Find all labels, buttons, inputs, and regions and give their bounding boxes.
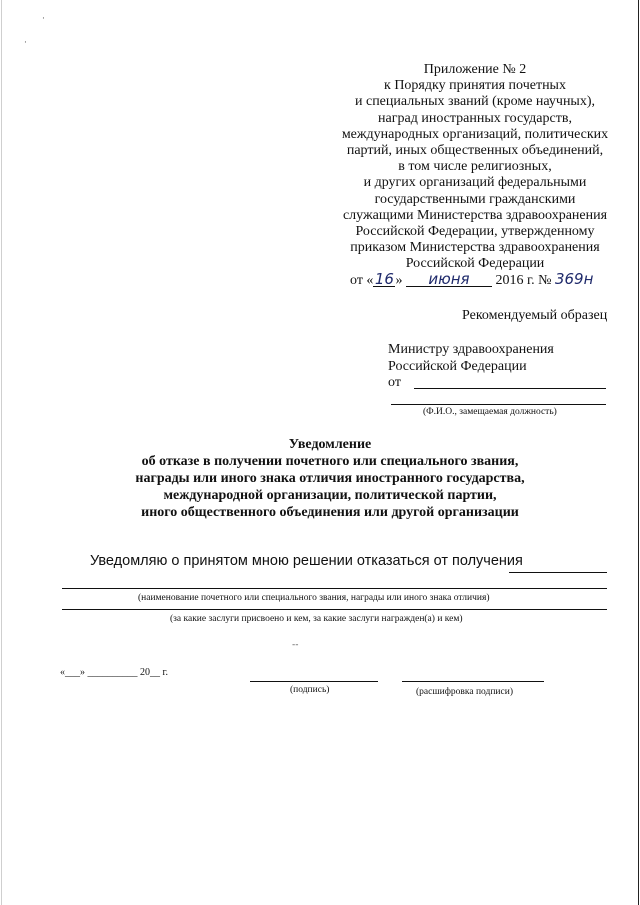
order-year: 2016 г. № [491,273,552,288]
title-line: Уведомление [288,437,372,452]
from-field-line[interactable] [414,388,606,389]
order-day-handwritten: 16 [374,270,394,288]
addressee-from-label: от [388,375,401,390]
name-position-caption: (Ф.И.О., замещаемая должность) [423,407,557,417]
appendix-line: приказом Министерства здравоохранения [350,240,600,256]
appendix-line: и других организаций федеральными [363,175,587,191]
appendix-line: Российской Федерации, утвержденному [355,224,595,240]
scan-speck: · [42,14,45,24]
signature-caption: (подпись) [290,685,330,695]
appendix-line: в том числе религиозных, [398,159,552,175]
name-position-field-line[interactable] [391,404,606,405]
signature-decoding-caption: (расшифровка подписи) [416,687,513,697]
recommended-sample-label: Рекомендуемый образец [462,308,608,323]
appendix-line: и специальных званий (кроме научных), [354,94,596,110]
page-left-edge [1,0,2,905]
appendix-line: партий, иных общественных объединений, [346,143,604,159]
award-field-line[interactable] [62,588,607,589]
award-caption: (наименование почетного или специального звания, награды или иного знака отличия) [138,593,490,603]
title-line: иного общественного объединения или другой организации [141,505,519,520]
appendix-line: Приложение № 2 [423,62,527,77]
appendix-line: международных организаций, политических [341,126,609,142]
appendix-line: наград иностранных государств, [378,110,572,126]
appendix-header [330,62,620,273]
title-line: об отказе в получении почетного или специального звания, [141,454,519,469]
order-reference [350,272,630,289]
scan-speck: · [24,38,27,48]
award-field-line-end[interactable] [509,572,607,573]
scan-speck: -- [292,640,299,650]
order-month-handwritten: июня [406,272,492,287]
appendix-line: Российской Федерации [405,256,545,272]
date-field[interactable]: «___» __________ 20__ г. [60,667,168,678]
signature-decoding-field-line[interactable] [402,681,544,682]
appendix-line: государственными гражданскими [374,191,576,207]
signature-field-line[interactable] [250,681,378,682]
order-prefix: от « [350,273,374,288]
title-line: награды или иного знака отличия иностранного государства, [135,471,525,486]
merit-caption: (за какие заслуги присвоено и кем, за какие заслуги награжден(а) и кем) [170,614,463,624]
title-line: международной организации, политической партии, [163,488,497,503]
merit-field-line[interactable] [62,609,607,610]
addressee-block [388,342,554,392]
notice-title [90,436,570,521]
appendix-line: служащими Министерства здравоохранения [342,207,608,223]
order-number-handwritten: 369н [554,270,594,288]
order-mid: » [395,273,403,288]
appendix-line: к Порядку принятия почетных [384,78,566,94]
addressee-line: Российской Федерации [388,358,527,374]
addressee-line: Министру здравоохранения [388,342,554,357]
page-right-edge [638,0,639,905]
notice-body-text: Уведомляю о принятом мною решении отказаться от получения [90,553,523,569]
